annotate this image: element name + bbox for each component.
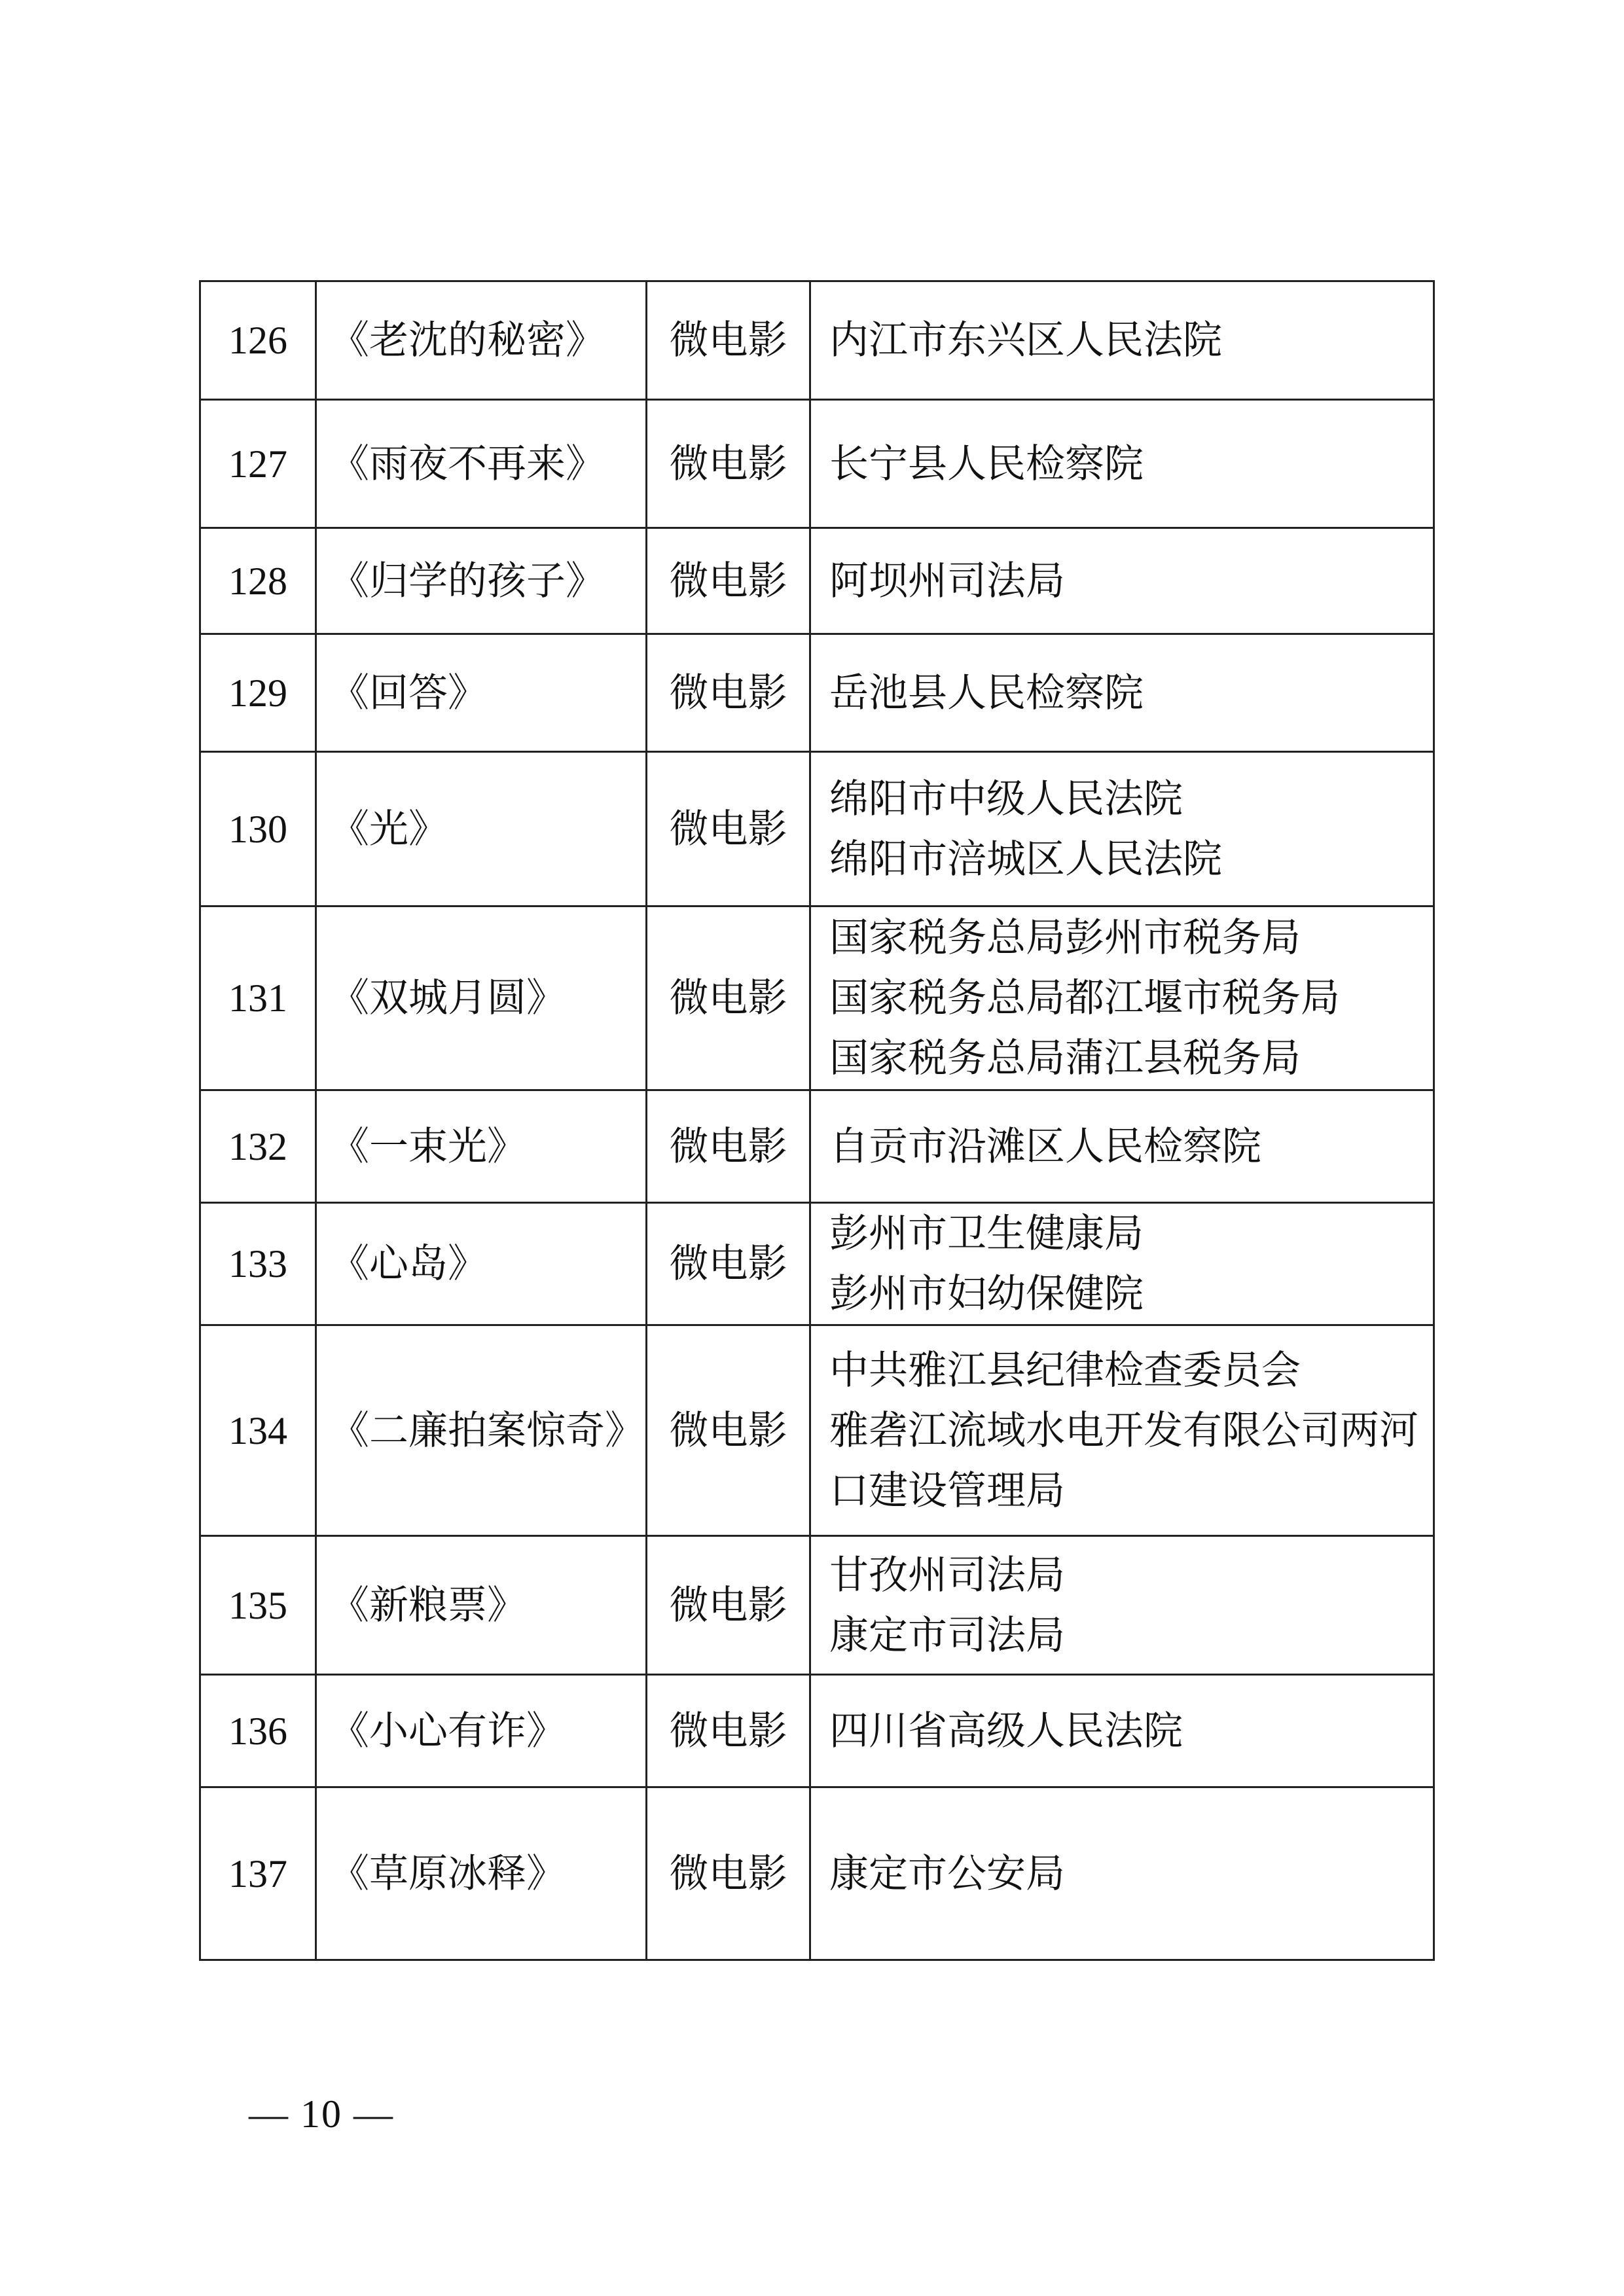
organization-name: 国家税务总局彭州市税务局 [829, 915, 1301, 961]
row-number: 126 [200, 281, 316, 400]
work-title: 《老沈的秘密》 [316, 281, 647, 400]
organization-name: 康定市公安局 [829, 1850, 1065, 1897]
organization-name: 甘孜州司法局 [829, 1552, 1065, 1598]
organization-name: 口建设管理局 [829, 1467, 1065, 1514]
table-row [200, 1787, 1434, 1960]
organization-cell [810, 1325, 1434, 1536]
row-number: 133 [200, 1203, 316, 1325]
work-title: 《心岛》 [316, 1203, 647, 1325]
row-number: 130 [200, 752, 316, 906]
organization-cell [810, 1203, 1434, 1325]
work-type: 微电影 [647, 906, 810, 1090]
organization-cell [810, 634, 1434, 752]
work-type: 微电影 [647, 1536, 810, 1675]
row-number: 135 [200, 1536, 316, 1675]
organization-name: 彭州市妇幼保健院 [829, 1271, 1144, 1317]
organization-cell [810, 1090, 1434, 1203]
organization-cell [810, 1675, 1434, 1787]
work-type: 微电影 [647, 1203, 810, 1325]
row-number: 132 [200, 1090, 316, 1203]
work-title: 《归学的孩子》 [316, 528, 647, 634]
organization-cell [810, 906, 1434, 1090]
organization-name: 康定市司法局 [829, 1612, 1065, 1659]
work-title: 《雨夜不再来》 [316, 400, 647, 528]
organization-name: 彭州市卫生健康局 [829, 1211, 1144, 1257]
table-row [200, 1090, 1434, 1203]
organization-name: 绵阳市涪城区人民法院 [829, 836, 1222, 882]
table-row [200, 1203, 1434, 1325]
row-number: 129 [200, 634, 316, 752]
table-row [200, 400, 1434, 528]
organization-name: 四川省高级人民法院 [829, 1708, 1183, 1754]
table-row [200, 1675, 1434, 1787]
organization-name: 长宁县人民检察院 [829, 440, 1144, 487]
organization-cell [810, 1787, 1434, 1960]
work-type: 微电影 [647, 281, 810, 400]
work-type: 微电影 [647, 1325, 810, 1536]
work-type: 微电影 [647, 528, 810, 634]
row-number: 136 [200, 1675, 316, 1787]
row-number: 128 [200, 528, 316, 634]
organization-name: 雅砻江流域水电开发有限公司两河 [829, 1407, 1418, 1454]
page-number: — 10 — [249, 2092, 394, 2136]
organization-cell [810, 752, 1434, 906]
organization-name: 内江市东兴区人民法院 [829, 317, 1222, 363]
row-number: 131 [200, 906, 316, 1090]
work-title: 《小心有诈》 [316, 1675, 647, 1787]
work-type: 微电影 [647, 1675, 810, 1787]
table-row [200, 906, 1434, 1090]
table-row [200, 752, 1434, 906]
organization-name: 阿坝州司法局 [829, 558, 1065, 604]
work-title: 《光》 [316, 752, 647, 906]
organization-name: 绵阳市中级人民法院 [829, 776, 1183, 822]
work-title: 《回答》 [316, 634, 647, 752]
work-title: 《一束光》 [316, 1090, 647, 1203]
work-title: 《新粮票》 [316, 1536, 647, 1675]
table-row [200, 634, 1434, 752]
organization-name: 岳池县人民检察院 [829, 670, 1144, 716]
organization-cell [810, 1536, 1434, 1675]
organization-cell [810, 400, 1434, 528]
organization-cell [810, 281, 1434, 400]
table-row [200, 281, 1434, 400]
work-title: 《双城月圆》 [316, 906, 647, 1090]
table-row [200, 1325, 1434, 1536]
table-row [200, 1536, 1434, 1675]
awards-table [199, 280, 1435, 1961]
organization-name: 自贡市沿滩区人民检察院 [829, 1123, 1261, 1170]
work-type: 微电影 [647, 634, 810, 752]
work-type: 微电影 [647, 1090, 810, 1203]
organization-name: 中共雅江县纪律检查委员会 [829, 1347, 1301, 1393]
work-title: 《草原冰释》 [316, 1787, 647, 1960]
work-type: 微电影 [647, 1787, 810, 1960]
organization-name: 国家税务总局都江堰市税务局 [829, 975, 1340, 1021]
organization-cell [810, 528, 1434, 634]
row-number: 127 [200, 400, 316, 528]
table-body [200, 281, 1434, 1960]
work-type: 微电影 [647, 400, 810, 528]
work-title: 《二廉拍案惊奇》 [316, 1325, 647, 1536]
row-number: 134 [200, 1325, 316, 1536]
row-number: 137 [200, 1787, 316, 1960]
organization-name: 国家税务总局蒲江县税务局 [829, 1035, 1301, 1081]
work-type: 微电影 [647, 752, 810, 906]
table-row [200, 528, 1434, 634]
